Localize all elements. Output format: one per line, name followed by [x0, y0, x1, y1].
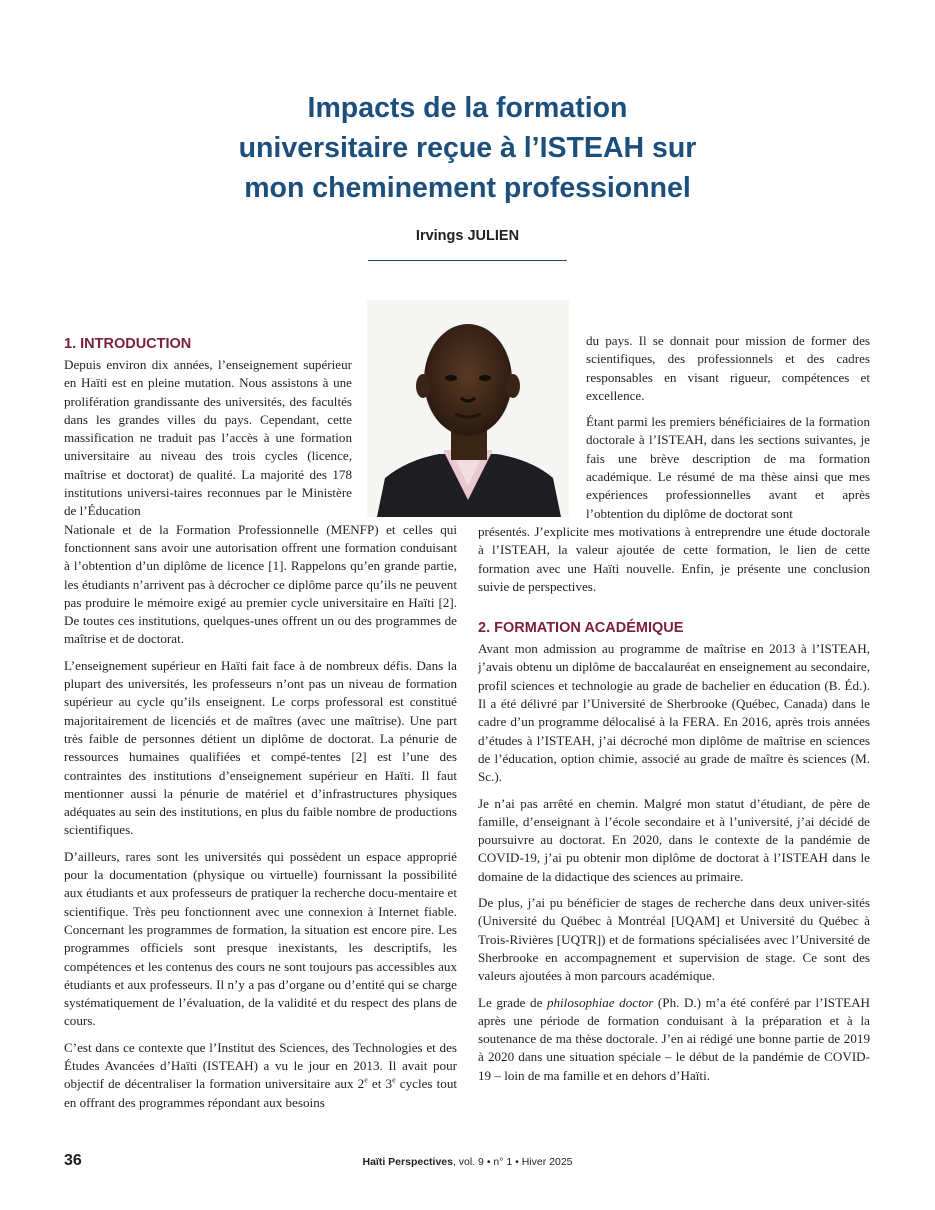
column-left [64, 334, 457, 1120]
journal-citation [0, 1156, 935, 1168]
formation-paragraph-2: Je n’ai pas arrêté en chemin. Malgré mon statut d’étudiant, de père de famille, d’enseignant à l’école secondaire et à l’université, j’ai décidé de poursuivre au doctorat. En 2020, dans le contexte de la pandémie de COVID-19, j’ai pu obtenir mon diplôme de doctorat à l’ISTEAH dans le domaine de la didactique des sciences au primaire. [478, 795, 870, 884]
journal-name: Haïti Perspectives [362, 1156, 453, 1168]
intro-paragraph-4-continued: du pays. Il se donnait pour mission de former des scientifiques, des professionnels et des cadres responsables en visant rigueur, compétences et excellence. [586, 333, 870, 403]
title-line-1: Impacts de la formation [307, 92, 628, 124]
intro-paragraph-2: L’enseignement supérieur en Haïti fait face à de nombreux défis. Dans la plupart des universités, les professeurs n’ont pas un niveau de formation supérieur au cycle qu’ils enseignent. Le corps professoral est constitué majoritairement de licenciés et de maîtres (avec une maîtrise). Une part très faible de personnes détient un diplôme de doctorat. La pénurie de ressources humaines qualifiées et compé-tentes [2] est l’une des contraintes des institutions d’enseignement supérieur en Haïti. Il faut mentionner aussi la pénurie de matériel et d’infrastructures physiques adéquates au sein des institutions, en plus du faible nombre de productions scientifiques. [64, 657, 457, 838]
intro-p4-end: cycles tout en offrant des programmes répondant aux besoins [64, 1076, 458, 1110]
superscript-e: e [364, 1075, 368, 1085]
article-title [90, 88, 845, 208]
intro-paragraph-4 [64, 1039, 457, 1112]
intro-paragraph-3: D’ailleurs, rares sont les universités qui possèdent un espace approprié pour la documentation (physique ou virtuelle) fournissant la possibilité aux étudiants et aux professeurs de pratiquer la recherche docu-mentaire et scientifique. Très peu fonctionnent avec une connexion à Internet fiable. Concernant les programmes de formation, la situation est encore pire. Les programmes officiels sont presque inexistants, les descriptifs, les compétences et les contenus des cours ne sont toujours pas accessibles aux étudiants et aux professeurs. Il n’y a pas d’organe ou d’entité qui se charge systématiquement de l’évaluation, de la validité et du respect des plans de cours. [64, 848, 457, 1029]
journal-issue: , vol. 9 • n° 1 • Hiver 2025 [452, 1156, 573, 1168]
section-heading-introduction: 1. INTRODUCTION [64, 336, 192, 352]
intro-paragraph-5b: présentés. J’explicite mes motivations à entreprendre une étude doctorale à l’ISTEAH, la valeur ajoutée de cette formation, le lien de cette formation avec une Haïti nouvelle. Enfin, je présente une conclusion suivie de perspectives. [478, 523, 870, 594]
formation-p4-start: Le grade de [478, 994, 547, 1010]
intro-paragraph-1b: Nationale et de la Formation Professionnelle (MENFP) et celles qui fonctionnent sans avoir une autorisation offrent une formation conduisant à l’obtention d’un diplôme de licence [1]. Rappelons qu’en grande partie, les étudiants n’arrivent pas à décrocher ce diplôme parce qu’ils ne peuvent pas produire le mémoire exigé au premier cycle universitaire en Haïti [2]. De toutes ces institutions, quelques-unes offrent un ou des programmes de maîtrise et de doctorat. [64, 521, 457, 647]
intro-paragraph-5a: Étant parmi les premiers bénéficiaires de la formation doctorale à l’ISTEAH, dans les sections suivantes, je fais une brève description de ma formation académique. Le résumé de ma thèse ainsi que mes expériences professionnelles avant et après l’obtention du diplôme de doctorat sont [586, 414, 870, 521]
intro-paragraph-1a: Depuis environ dix années, l’enseignement supérieur en Haïti est en pleine mutation. Nous assistons à une prolifération grandissante des universités, des facultés dans les grandes villes du pays. Cependant, cette massification ne traduit pas l’accès à une formation universitaire au niveau des trois cycles (licence, maîtrise et doctorat) de qualité. La majorité des 178 institutions universi-taires reconnues par le Ministère de l’Éducation [64, 357, 352, 519]
section-heading-formation: 2. FORMATION ACADÉMIQUE [478, 620, 684, 637]
superscript-e: e [392, 1075, 396, 1085]
title-line-2: universitaire reçue à l’ISTEAH sur [238, 132, 697, 164]
intro-p4-mid: et 3 [367, 1076, 393, 1092]
column-right [478, 332, 870, 1093]
formation-paragraph-4 [478, 994, 870, 1085]
title-divider [368, 260, 567, 261]
author-name: Irvings JULIEN [415, 228, 520, 244]
formation-p4-end: (Ph. D.) m’a été conféré par l’ISTEAH après une période de formation conduisant à la préparation et à la soutenance de ma thèse doctorale. J’en ai rédigé une bonne partie de 2019 à 2020 dans une situation spéciale – le début de la pandémie de COVID-19 – loin de ma famille et en dehors d’Haïti. [478, 994, 870, 1083]
formation-p4-italic: philosophiae doctor [546, 994, 654, 1010]
formation-paragraph-3: De plus, j’ai pu bénéficier de stages de recherche dans deux univer-sités (Université du Québec à Montréal [UQAM] et Université du Québec à Trois-Rivières [UQTR]) et de formations spécialisées avec l’Université de Sherbrooke en accompagnement et supervision de stage. Ce sont des valeurs ajoutées à mon parcours académique. [478, 895, 870, 984]
page-number: 36 [64, 1152, 82, 1169]
formation-paragraph-1: Avant mon admission au programme de maîtrise en 2013 à l’ISTEAH, j’avais obtenu un diplôme de baccalauréat en enseignement au secondaire, profil sciences et technologie au grade de bachelier en éducation (B. Éd.). Il a été délivré par l’Université de Sherbrooke (Québec, Canada) dans le cadre d’un programme délocalisé à la FERA. En 2016, après trois années d’études à l’ISTEAH, j’ai décroché mon diplôme de maîtrise en sciences de l’éducation, option chimie, associé au grade de maître ès sciences (M. Sc.). [478, 641, 870, 785]
title-line-3: mon cheminement professionnel [244, 172, 691, 204]
intro-p4-start: C’est dans ce contexte que l’Institut des Sciences, des Technologies et des Études Avancées d’Haïti (ISTEAH) a vu le jour en 2013. Il avait pour objectif de décentraliser la formation universitaire aux 2 [64, 1039, 457, 1092]
